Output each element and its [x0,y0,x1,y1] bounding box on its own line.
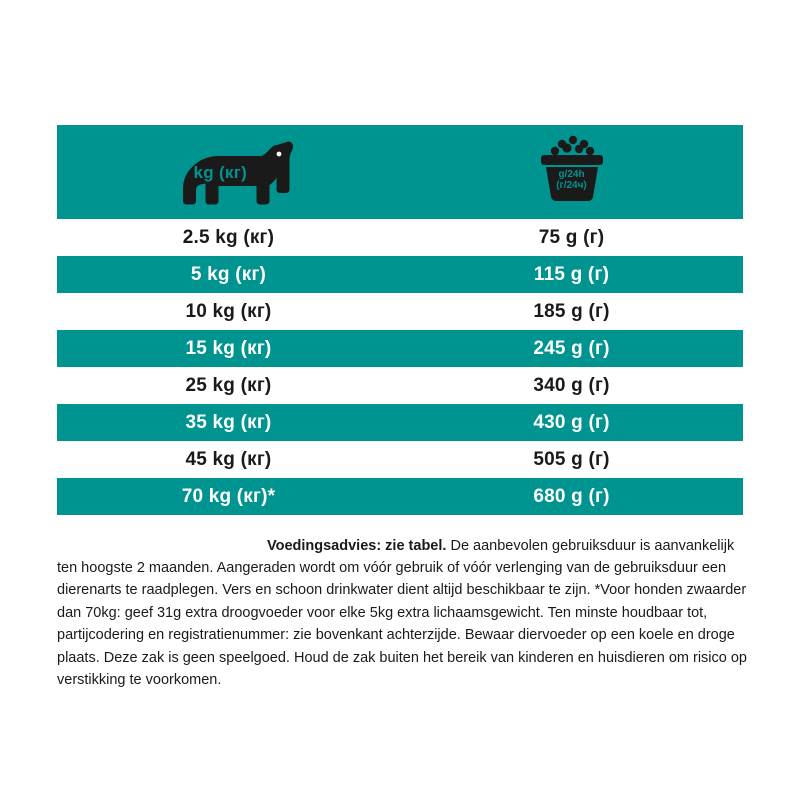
portion-cell: 680 g (г) [533,485,610,507]
weight-cell: 5 kg (кг) [190,263,267,285]
table-row [57,404,743,441]
table-row [57,441,743,478]
portion-cell: 115 g (г) [533,263,610,285]
portion-cell: 340 g (г) [533,374,610,396]
portion-column-header [400,125,743,219]
feeding-table [57,125,743,515]
weight-header-label: kg (кг) [193,163,248,182]
portion-cell: 505 g (г) [533,448,610,470]
portion-cell: 75 g (г) [538,226,605,248]
weight-cell: 45 kg (кг) [185,448,272,470]
dog-bowl-icon [524,134,620,210]
weight-cell: 15 kg (кг) [185,337,272,359]
portion-cell: 245 g (г) [533,337,610,359]
table-row [57,293,743,330]
table-header-row [57,125,743,219]
weight-cell: 10 kg (кг) [185,300,272,322]
table-row [57,478,743,515]
weight-cell: 25 kg (кг) [185,374,272,396]
table-row [57,256,743,293]
dog-icon [159,137,299,207]
feeding-note [57,535,747,692]
table-row [57,367,743,404]
portion-header-label [524,170,620,191]
weight-cell: 2.5 kg (кг) [182,226,275,248]
weight-cell: 35 kg (кг) [185,411,272,433]
portion-cell: 185 g (г) [533,300,610,322]
feeding-note-heading: Voedingsadvies: zie tabel. [267,537,447,554]
feeding-note-body: De aanbevolen gebruiksduur is aanvankelijk ten hoogste 2 maanden. Aangeraden wordt om vóór gebruik of vóór verlenging van de gebruiksduur een dierenarts te raadplegen. Vers en schoon drinkwater dient altijd beschikbaar te zijn. *Voor honden zwaarder dan 70kg: geef 31g extra droogvoeder voor elke 5kg extra lichaamsgewicht. Ten minste houdbaar tot, partijcodering en registratienummer: zie bovenkant achterzijde. Bewaar diervoeder op een koele en droge plaats. Deze zak is geen speelgoed. Houd de zak buiten het bereik van kinderen en huisdieren om risico op verstikking te voorkomen. [57,537,747,689]
portion-header-label-line1: g/24h [558,169,585,180]
table-row [57,330,743,367]
table-row [57,219,743,256]
weight-cell: 70 kg (кг)* [181,485,276,507]
weight-column-header [57,125,400,219]
portion-header-label-line2: (г/24ч) [556,179,587,191]
portion-cell: 430 g (г) [533,411,610,433]
